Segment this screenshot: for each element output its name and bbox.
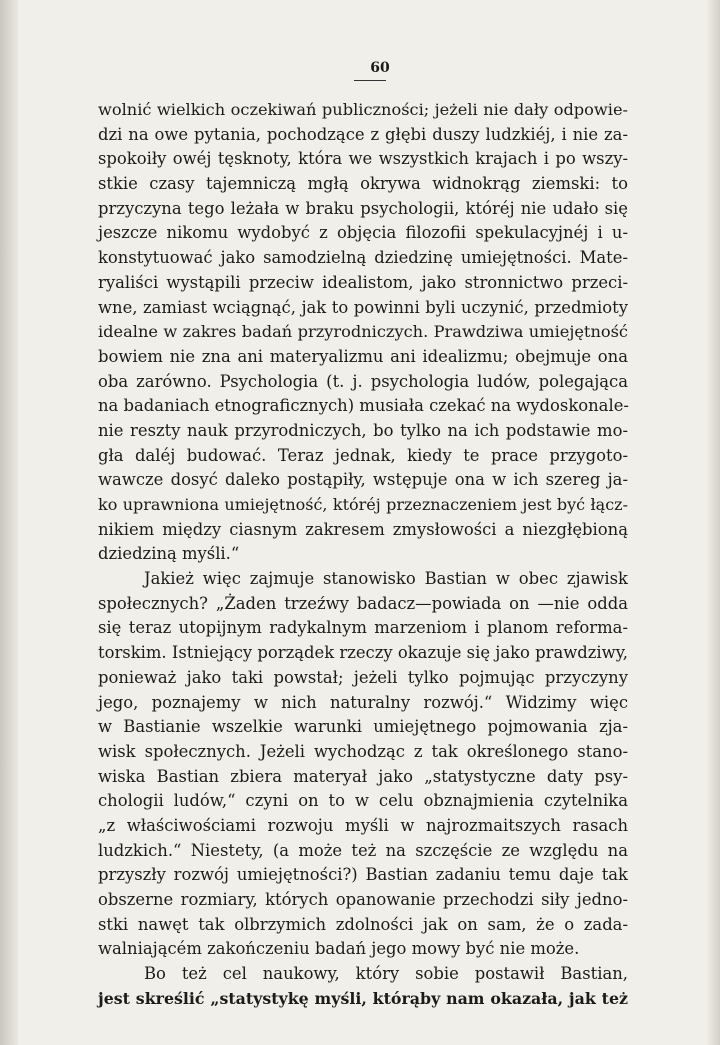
text-line: idealne w zakres badań przyrodniczych. Prawdziwa umiejętność — [98, 322, 628, 342]
text-line: nikiem między ciasnym zakresem zmysłowości a niezgłębioną — [98, 519, 628, 539]
text-line: gła daléj budować. Teraz jednak, kiedy te prace przygoto- — [98, 445, 628, 465]
text-line: ryaliści wystąpili przeciw idealistom, jako stronnictwo przeci- — [98, 272, 628, 292]
page-left-edge — [0, 0, 18, 1045]
text-line: nie reszty nauk przyrodniczych, bo tylko na ich podstawie mo- — [98, 420, 628, 440]
text-line: spokoiły owéj tęsknoty, która we wszystkich krajach i po wszy- — [98, 149, 628, 169]
text-line: jego, poznajemy w nich naturalny rozwój.“ Widzimy więc — [98, 692, 628, 712]
text-line: torskim. Istniejący porządek rzeczy okazuje się jako prawdziwy, — [98, 643, 628, 663]
text-line: „z właściwościami rozwoju myśli w najrozmaitszych rasach — [98, 815, 628, 835]
text-line: ludzkich.“ Niestety, (a może też na szczęście ze względu na — [98, 840, 628, 860]
body-text — [98, 98, 628, 1011]
text-line: wisk społecznych. Jeżeli wychodząc z tak określonego stano- — [98, 741, 628, 761]
text-line: się teraz utopijnym radykalnym marzeniom i planom reforma- — [98, 618, 628, 638]
paragraph-end-line: walniającém zakończeniu badań jego mowy być nie może. — [98, 939, 580, 959]
text-line: wolnić wielkich oczekiwań publiczności; jeżeli nie dały odpowie- — [98, 100, 628, 119]
text-line: wiska Bastian zbiera materyał jako „statystyczne daty psy- — [98, 766, 628, 786]
text-line: stkie czasy tajemniczą mgłą okrywa widnokrąg ziemski: to — [98, 174, 628, 194]
text-line: stki nawęt tak olbrzymich zdolności jak on sam, że o zada- — [98, 914, 628, 934]
text-line: oba zarówno. Psychologia (t. j. psychologia ludów, polegająca — [98, 371, 628, 391]
text-line: przyczyna tego leżała w braku psychologii, któréj nie udało się — [98, 198, 628, 218]
text-line: społecznych? „Żaden trzeźwy badacz—powiada on —nie odda — [98, 593, 628, 613]
text-line: jeszcze nikomu wydobyć z objęcia filozofii spekulacyjnéj i u- — [98, 223, 628, 243]
text-line: dzi na owe pytania, pochodzące z głębi duszy ludzkiéj, i nie za- — [98, 124, 628, 144]
text-line: jest skreślić „statystykę myśli, którąby nam okazała, jak też — [98, 988, 628, 1008]
text-line: chologii ludów,“ czyni on to w celu obznajmienia czytelnika — [98, 791, 628, 811]
text-line: wawcze dosyć daleko postąpiły, wstępuje ona w ich szereg ja- — [98, 470, 628, 490]
text-line: ko uprawniona umiejętność, któréj przeznaczeniem jest być łącz- — [98, 495, 628, 514]
page-number: 60 — [370, 60, 390, 76]
page-right-edge — [706, 0, 720, 1045]
paragraph-start-line: Bo też cel naukowy, który sobie postawił Bastian, — [144, 964, 628, 984]
text-line: w Bastianie wszelkie warunki umiejętnego pojmowania zja- — [98, 717, 628, 737]
text-line: obszerne rozmiary, których opanowanie przechodzi siły jedno- — [98, 890, 628, 909]
text-line: bowiem nie zna ani materyalizmu ani idealizmu; obejmuje ona — [98, 346, 628, 366]
paragraph-start-line: Jakież więc zajmuje stanowisko Bastian w obec zjawisk — [144, 569, 628, 589]
text-line: wne, zamiast wciągnąć, jak to powinni byli uczynić, przedmioty — [98, 297, 628, 317]
text-line: konstytuować jako samodzielną dziedzinę umiejętności. Mate- — [98, 248, 628, 268]
text-line: na badaniach etnograficznych) musiała czekać na wydoskonale- — [98, 396, 629, 416]
paragraph-end-line: dziedziną myśli.“ — [98, 544, 240, 564]
text-line: przyszły rozwój umiejętności?) Bastian zadaniu temu daje tak — [98, 865, 628, 885]
page-number-rule — [354, 80, 386, 81]
text-line: ponieważ jako taki powstał; jeżeli tylko pojmując przyczyny — [98, 667, 628, 687]
